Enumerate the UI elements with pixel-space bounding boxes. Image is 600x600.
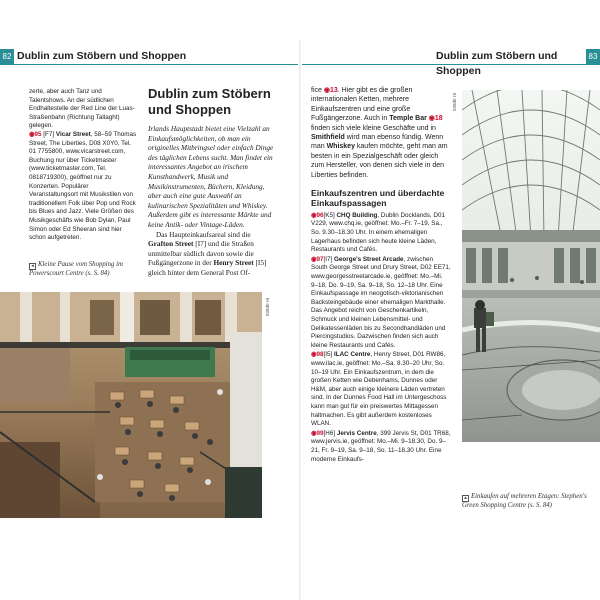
entry-95-ref: ◉95 — [29, 130, 42, 138]
article-paragraph: Das Haupteinkaufsareal sind die Grafton Street [I7] und die Straßen unmittelbar südlich davon sowie die Fußgängerzone in der Henry Street [I5] gleich hinter dem General Post Of- — [148, 229, 267, 277]
entry-97: ◉97[I7] George's Street Arcade, zwischen South George Street und Drury Street, D02 EE71, www.georgesstreetarcade.ie, geöffnet: Mo.–Mi. 9–18, Do. 9–19, Sa. 9–18, So. 12–18 Uhr. Eine Einkaufspassage im neogotisch-viktorianischen Backsteingebäude einer ehemaligen Markthalle. Das Angebot reicht von Geschenkartikeln, Schmuck und kleinen Lebensmittel- und Delikatessenläden bis zu Secondhandläden und Piercingstudios. Dazwischen finden sich auch kleine Restaurants und Cafés. — [311, 255, 451, 349]
entry-96: ◉96[K5] CHQ Building, Dublin Docklands, D01 V229, www.chq.ie, geöffnet: Mo.–Fr. 7–19, Sa., So. 9.30–18.30 Uhr. In einem ehemaligen Lagerhaus befinden sich heute kleine Läden, Restaurants und Cafés. — [311, 211, 445, 254]
article-heading: Dublin zum Stöbern und Shoppen — [148, 86, 271, 117]
entry-95-text: , 58–59 Thomas Street, The Liberties, D08 X0Y0, Tel. 01 7755800, www.vicarstreet.com, Buchung nur über Ticketmaster (www.ticketmaster.com, Tel. 0818719300), geöffnet nur zu Konzerten. Populärer Veranstaltungsort mit Musikstilen von traditionellem Folk über Pop und Rock bis Blues and Jazz. Viele Größen des Musikgeschäfts wie Bob Dylan, Paul Simon oder Ed Sheeran sind hier schon aufgetreten. — [29, 130, 137, 242]
stephens-green-centre-photo — [462, 90, 600, 442]
shopping-centres-subheading: Einkaufszentren und überdachte Einkaufspassagen — [311, 188, 445, 209]
article-column — [148, 86, 275, 278]
right-page-number: 83 — [586, 49, 600, 64]
caption-arrow-icon: ▴ — [462, 495, 469, 502]
left-header-rule — [0, 64, 298, 65]
left-column-text — [29, 88, 137, 243]
entry-99: ◉99[H6] Jervis Centre, 399 Jervis St, D01 TR68, www.jervis.ie, geöffnet: Mo.–Mi. 9–18.30, Do. 9–21, Fr. 9–19, Sa. 9–18, So. 11–18.30 Uhr. Eine moderne Einkaufs- — [311, 429, 451, 463]
continuation-text: zerte, aber auch Tanz und Talentshows. An der südlichen Endhaltestelle der Red Line der Luas-Straßenbahn (Richtung Tallaght) gelegen. — [29, 88, 135, 130]
powerscourt-centre-photo — [0, 292, 262, 518]
left-photo-credit: 038d0 Hi — [265, 298, 270, 317]
left-caption: ◂ Kleine Pause vom Shopping im Powerscourt Centre (s. S. 84) — [29, 261, 123, 277]
caption-arrow-icon: ◂ — [29, 263, 36, 270]
entry-98: ◉98[I5] ILAC Centre, Henry Street, D01 RW86, www.ilac.ie, geöffnet: Mo.–Sa. 8.30–20 Uhr, So. 10–19 Uhr. Ein Einkaufszentrum, in dem die großen Ketten wie Debenhams, Dunnes oder H&M, aber auch einige kleinere Läden vertreten sind. In der Dunnes Food Hall im Untergeschoss kann man gut für ein preiswertes Mittagessen haltmachen. Es gibt außerdem kostenloses WLAN. — [311, 351, 447, 428]
entry-95-grid: [F7] — [43, 130, 55, 138]
left-page-number: 82 — [0, 49, 14, 64]
right-caption: ▴ Einkaufen auf mehreren Etagen: Stephen's Green Shopping Centre (s. S. 84) — [462, 493, 587, 509]
right-column — [311, 86, 451, 464]
right-continuation: fice ◉13. Hier gibt es die großen internationalen Ketten, mehrere Einkaufszentren und eine große Fußgängerzone. Auch in Temple Bar ◉18 finden sich viele kleine Geschäfte und in Smithfield wird man ebenso fündig. Wenn man Whiskey kaufen möchte, geht man am besten in ein Spezialgeschäft oder gleich zum Hersteller, von denen sich viele in den Liberties befinden. — [311, 87, 448, 179]
right-running-head: Dublin zum Stöbern und Shoppen — [436, 50, 558, 77]
right-photo-credit: 038d0 Hi — [452, 93, 457, 112]
article-intro: Irlands Hauptstadt bietet eine Vielzahl an Einkaufsmöglichkeiten, ob man ein originelles Mitbringsel oder einfach Dinge des täglichen Lebens sucht. Man findet ein interessantes Angebot an irischem Kunsthandwerk, Musik und Musikinstrumenten, Büchern, Kleidung, aber auch eine gute Auswahl an kulinarischen Spezialitäten und Whiskey. Außerdem gibt es interessante Märkte und keine Antik- oder Vintage-Läden. — [148, 124, 274, 229]
book-spine — [299, 40, 301, 600]
right-header-rule — [302, 64, 600, 65]
entry-95-name: Vicar Street — [55, 130, 91, 138]
left-running-head: Dublin zum Stöbern und Shoppen — [17, 50, 187, 62]
